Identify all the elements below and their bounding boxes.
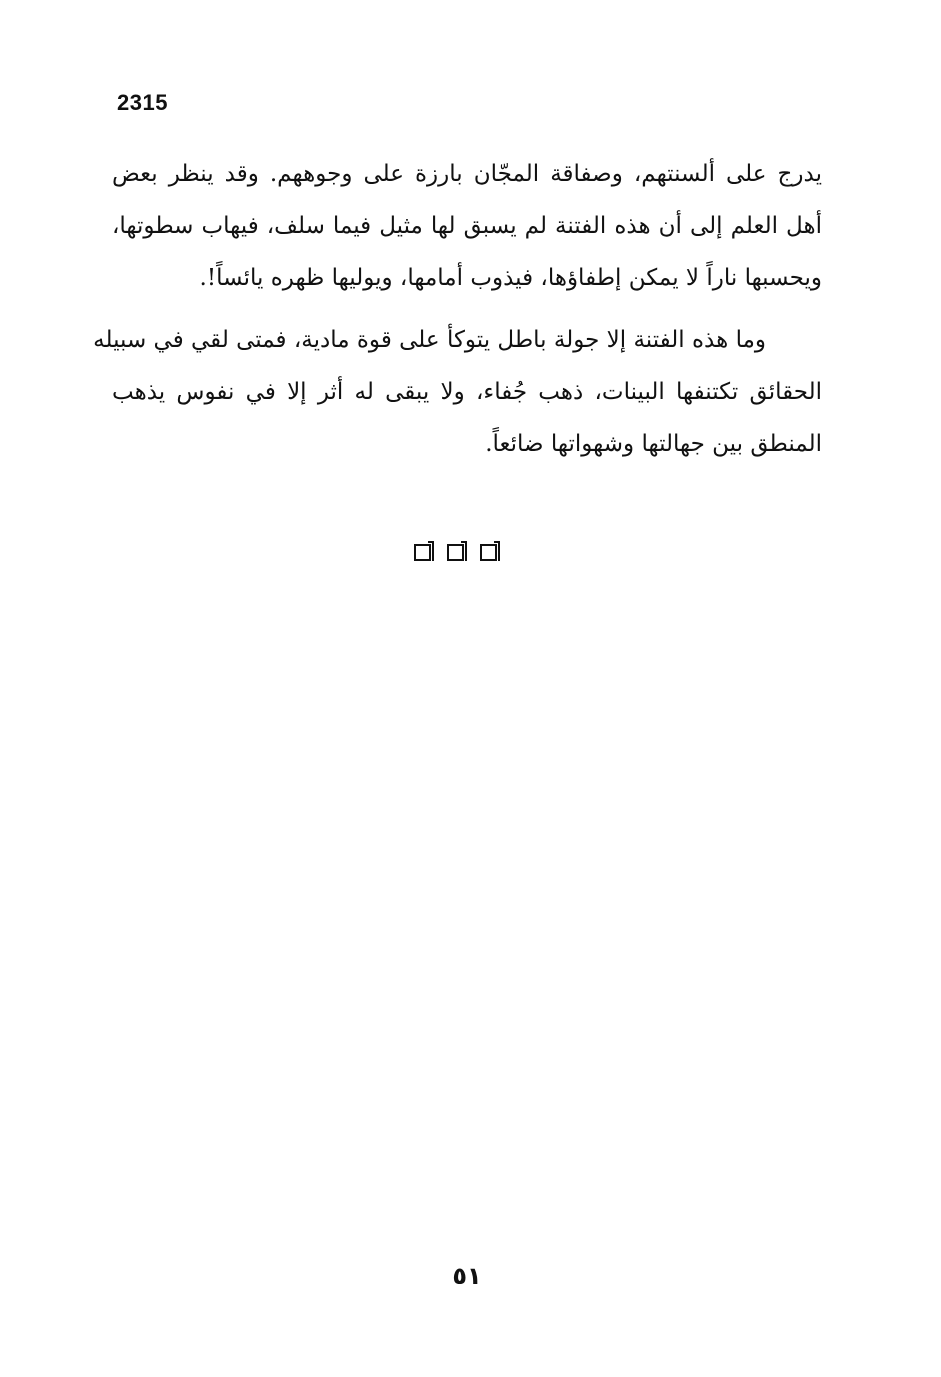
text-line: يدرج على ألسنتهم، وصفاقة المجّان بارزة على وجوههم. وقد ينظر بعض — [112, 161, 822, 187]
page-number: ٥١ — [452, 1262, 482, 1290]
square-ornament-icon — [480, 544, 497, 561]
body-text — [93, 148, 822, 470]
paragraph-2 — [93, 314, 822, 470]
text-line: المنطق بين جهالتها وشهواتها ضائعاً. — [485, 431, 822, 457]
page-reference-number: 2315 — [117, 90, 168, 115]
section-separator — [414, 544, 497, 561]
square-ornament-icon — [447, 544, 464, 561]
paragraph-1 — [112, 148, 822, 304]
text-line: الحقائق تكتنفها البينات، ذهب جُفاء، ولا يبقى له أثر إلا في نفوس يذهب — [112, 379, 822, 405]
text-line: وما هذه الفتنة إلا جولة باطل يتوكأ على قوة مادية، فمتى لقي في سبيله — [93, 327, 766, 353]
square-ornament-icon — [414, 544, 431, 561]
text-line: أهل العلم إلى أن هذه الفتنة لم يسبق لها مثيل فيما سلف، فيهاب سطوتها، — [112, 213, 822, 239]
text-line: ويحسبها ناراً لا يمكن إطفاؤها، فيذوب أمامها، ويوليها ظهره يائساً!. — [199, 265, 822, 291]
